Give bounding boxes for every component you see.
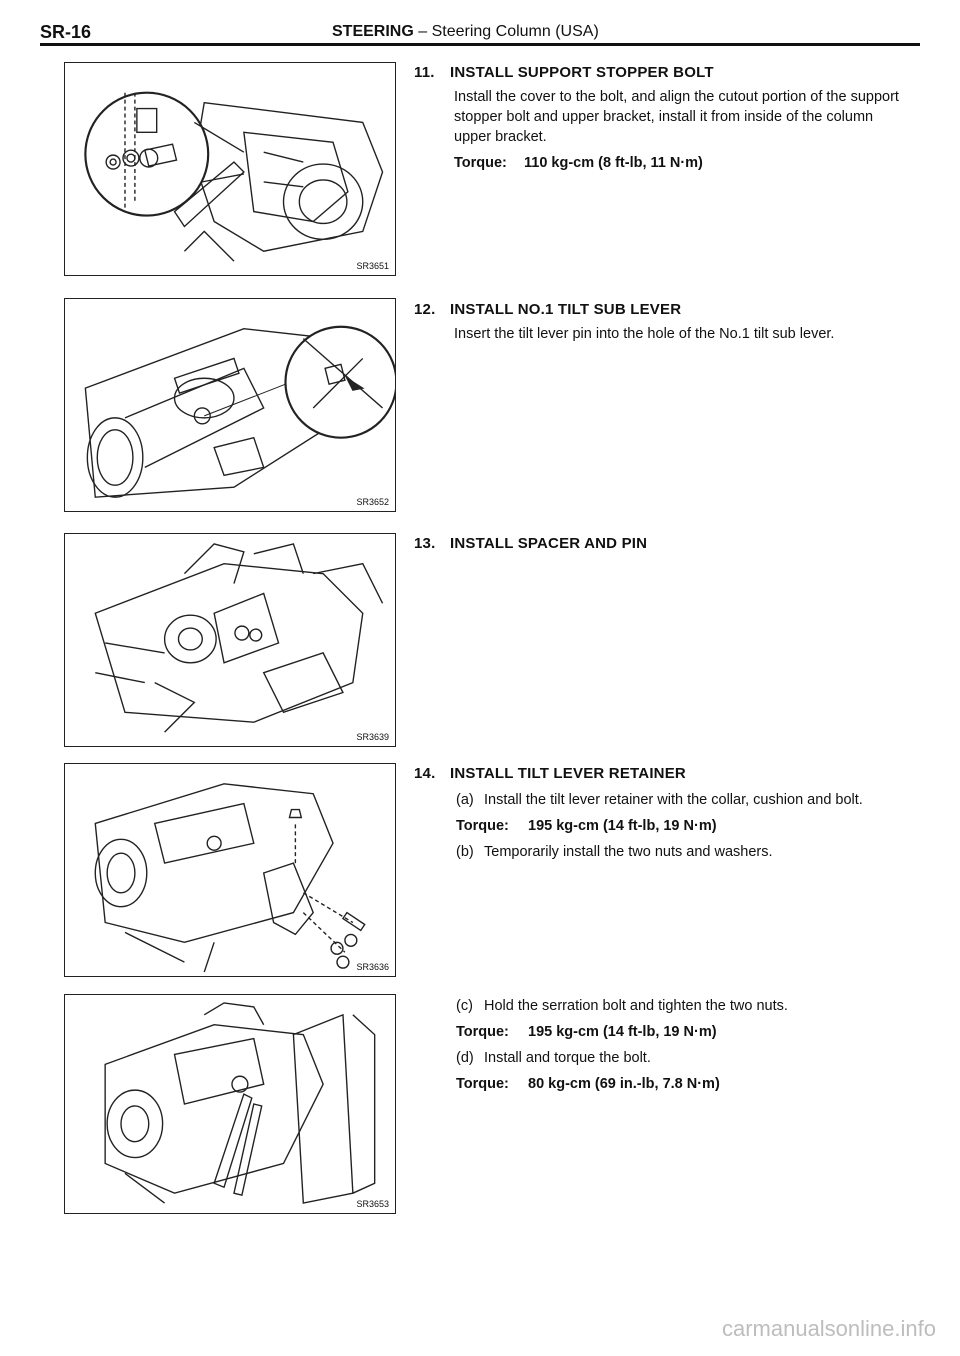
figure-code: SR3652 [356, 497, 389, 507]
step-14 [414, 765, 914, 862]
illustration-tilt-lever-retainer [65, 764, 395, 976]
substep-text: Install the tilt lever retainer with the collar, cushion and bolt. [484, 792, 863, 808]
figure-code: SR3651 [356, 261, 389, 271]
title-separator: – [418, 23, 428, 40]
substep-b [456, 842, 914, 862]
substep-label: (a) [456, 792, 474, 808]
substep-c [456, 996, 914, 1016]
torque-value: 195 kg-cm (14 ft-lb, 19 N·m) [528, 1024, 717, 1040]
torque-label: Torque: [456, 1024, 509, 1040]
step-number: 13. [414, 535, 436, 552]
step-body: Install the cover to the bolt, and align the cutout portion of the support stopper bolt and upper bracket, install it from inside of the column upper bracket. [454, 89, 899, 145]
step-14-continued [414, 996, 914, 1092]
figure-support-stopper-bolt [64, 62, 396, 276]
torque-label: Torque: [454, 155, 507, 171]
substep-text: Install and torque the bolt. [484, 1050, 651, 1066]
figure-tilt-lever-retainer [64, 763, 396, 977]
substep-text: Temporarily install the two nuts and washers. [484, 844, 773, 860]
torque-spec-c [456, 1024, 914, 1040]
substep-text: Hold the serration bolt and tighten the two nuts. [484, 998, 788, 1014]
torque-spec [454, 155, 914, 171]
substep-label: (d) [456, 1050, 474, 1066]
step-heading [414, 301, 914, 318]
step-heading [414, 765, 914, 782]
section-name: STEERING [332, 23, 414, 40]
section-subtitle: Steering Column (USA) [431, 23, 599, 40]
torque-spec-d [456, 1076, 914, 1092]
torque-spec-a [456, 818, 914, 834]
page-number: SR-16 [40, 22, 92, 42]
torque-value: 195 kg-cm (14 ft-lb, 19 N·m) [528, 818, 717, 834]
step-number: 12. [414, 301, 436, 318]
figure-serration-bolt [64, 994, 396, 1214]
illustration-tilt-sub-lever [65, 299, 395, 511]
torque-value: 110 kg-cm (8 ft-lb, 11 N·m) [524, 155, 703, 171]
step-title: INSTALL TILT LEVER RETAINER [450, 765, 686, 782]
step-body: Insert the tilt lever pin into the hole of the No.1 tilt sub lever. [454, 326, 835, 342]
step-12 [414, 301, 914, 344]
figure-code: SR3639 [356, 732, 389, 742]
step-heading [414, 64, 914, 81]
step-title: INSTALL NO.1 TILT SUB LEVER [450, 301, 682, 318]
figure-code: SR3636 [356, 962, 389, 972]
figure-code: SR3653 [356, 1199, 389, 1209]
step-number: 11. [414, 64, 435, 81]
figure-tilt-sub-lever [64, 298, 396, 512]
substep-a [456, 790, 914, 810]
figure-spacer-and-pin [64, 533, 396, 747]
substep-label: (b) [456, 844, 474, 860]
page-header [40, 22, 920, 42]
header-rule [40, 43, 920, 46]
illustration-serration-bolt [65, 995, 395, 1213]
step-title: INSTALL SUPPORT STOPPER BOLT [450, 64, 714, 81]
step-11 [414, 64, 914, 171]
step-number: 14. [414, 765, 436, 782]
illustration-support-stopper-bolt [65, 63, 395, 275]
torque-value: 80 kg-cm (69 in.-lb, 7.8 N·m) [528, 1076, 720, 1092]
watermark: carmanualsonline.info [721, 1316, 936, 1341]
substep-d [456, 1048, 914, 1068]
step-title: INSTALL SPACER AND PIN [450, 535, 648, 552]
step-13 [414, 535, 914, 552]
substep-label: (c) [456, 998, 473, 1014]
torque-label: Torque: [456, 1076, 509, 1092]
illustration-spacer-and-pin [65, 534, 395, 746]
step-heading [414, 535, 914, 552]
torque-label: Torque: [456, 818, 509, 834]
page-title [332, 23, 599, 41]
